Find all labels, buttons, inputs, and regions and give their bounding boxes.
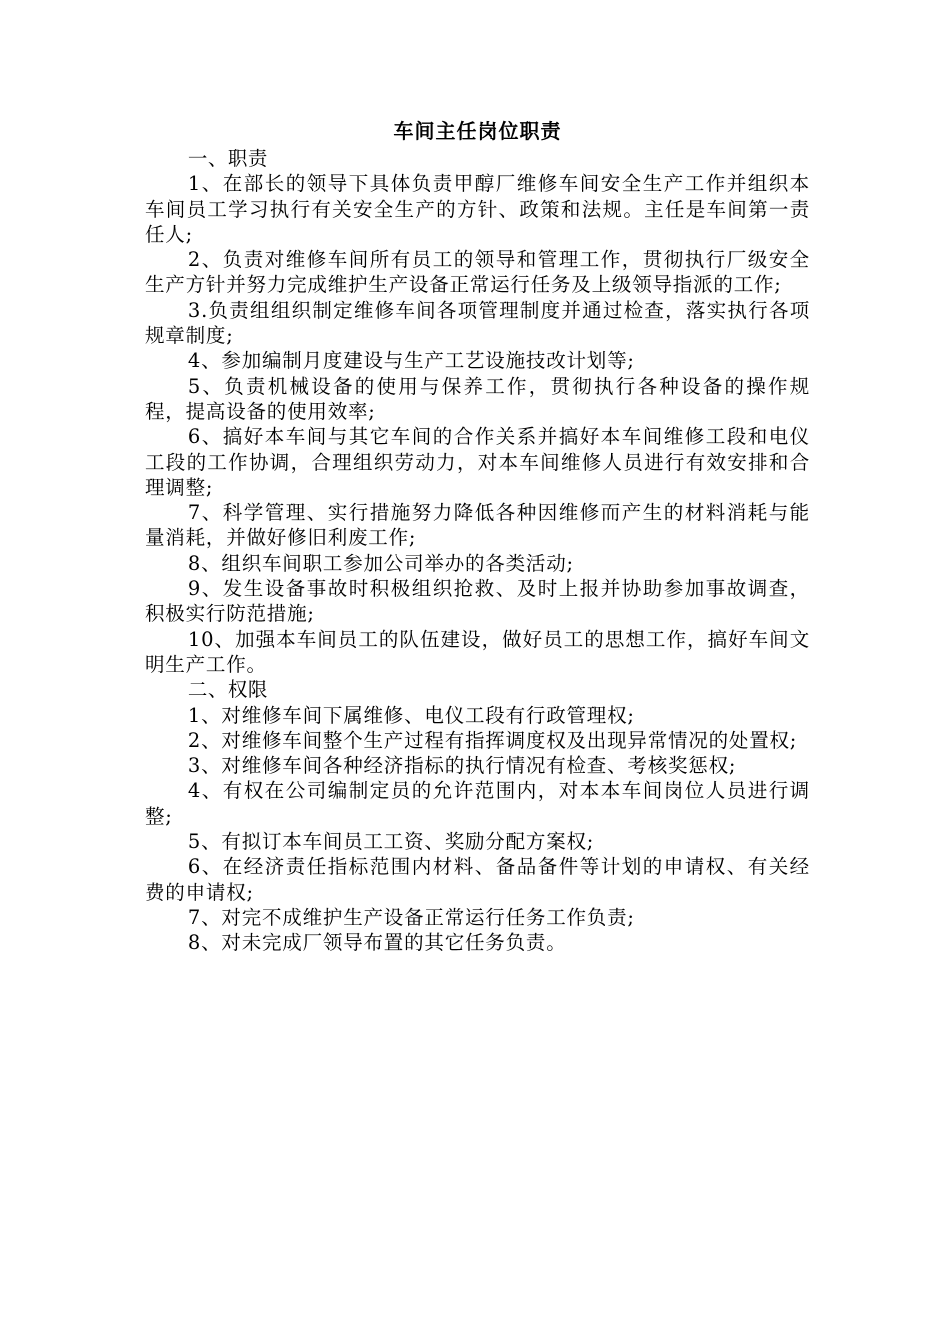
section-heading-duties: 一、职责 <box>187 147 268 170</box>
authority-item: 6、在经济责任指标范围内材料、备品备件等计划的申请权、有关经费的申请权; <box>145 855 810 904</box>
authority-item: 1、对维修车间下属维修、电仪工段有行政管理权; <box>187 703 635 727</box>
duty-item: 2、负责对维修车间所有员工的领导和管理工作，贯彻执行厂级安全生产方针并努力完成维护生产设备正常运行任务及上级领导指派的工作; <box>145 248 810 297</box>
duty-item: 3.负责组组织制定维修车间各项管理制度并通过检查，落实执行各项规章制度; <box>145 298 810 348</box>
authority-item: 7、对完不成维护生产设备正常运行任务工作负责; <box>187 905 635 929</box>
duty-item: 9、发生设备事故时积极组织抢救、及时上报并协助参加事故调查，积极实行防范措施; <box>145 577 810 626</box>
duty-item: 10、加强本车间员工的队伍建设，做好员工的思想工作，搞好车间文明生产工作。 <box>145 627 810 676</box>
authority-item: 5、有拟订本车间员工工资、奖励分配方案权; <box>187 830 595 854</box>
document-page <box>145 118 810 956</box>
authority-item: 3、对维修车间各种经济指标的执行情况有检查、考核奖惩权; <box>187 754 737 778</box>
duty-item: 1、在部长的领导下具体负责甲醇厂维修车间安全生产工作并组织本车间员工学习执行有关安全生产的方针、政策和法规。主任是车间第一责任人; <box>145 172 810 246</box>
duty-item: 8、组织车间职工参加公司举办的各类活动; <box>187 551 574 575</box>
authority-item: 8、对未完成厂领导布置的其它任务负责。 <box>187 931 567 955</box>
document-title: 车间主任岗位职责 <box>393 119 562 143</box>
duty-item: 6、搞好本车间与其它车间的合作关系并搞好本车间维修工段和电仪工段的工作协调，合理组织劳动力，对本车间维修人员进行有效安排和合理调整; <box>145 425 810 499</box>
authority-item: 4、有权在公司编制定员的允许范围内，对本本车间岗位人员进行调整; <box>145 779 810 828</box>
duty-item: 7、科学管理、实行措施努力降低各种因维修而产生的材料消耗与能量消耗，并做好修旧利废工作; <box>145 501 810 550</box>
authority-item: 2、对维修车间整个生产过程有指挥调度权及出现异常情况的处置权; <box>187 728 798 752</box>
section-heading-authority: 二、权限 <box>187 678 268 702</box>
duty-item: 4、参加编制月度建设与生产工艺设施技改计划等; <box>187 349 635 373</box>
duty-item: 5、负责机械设备的使用与保养工作，贯彻执行各种设备的操作规程，提高设备的使用效率; <box>145 374 810 423</box>
